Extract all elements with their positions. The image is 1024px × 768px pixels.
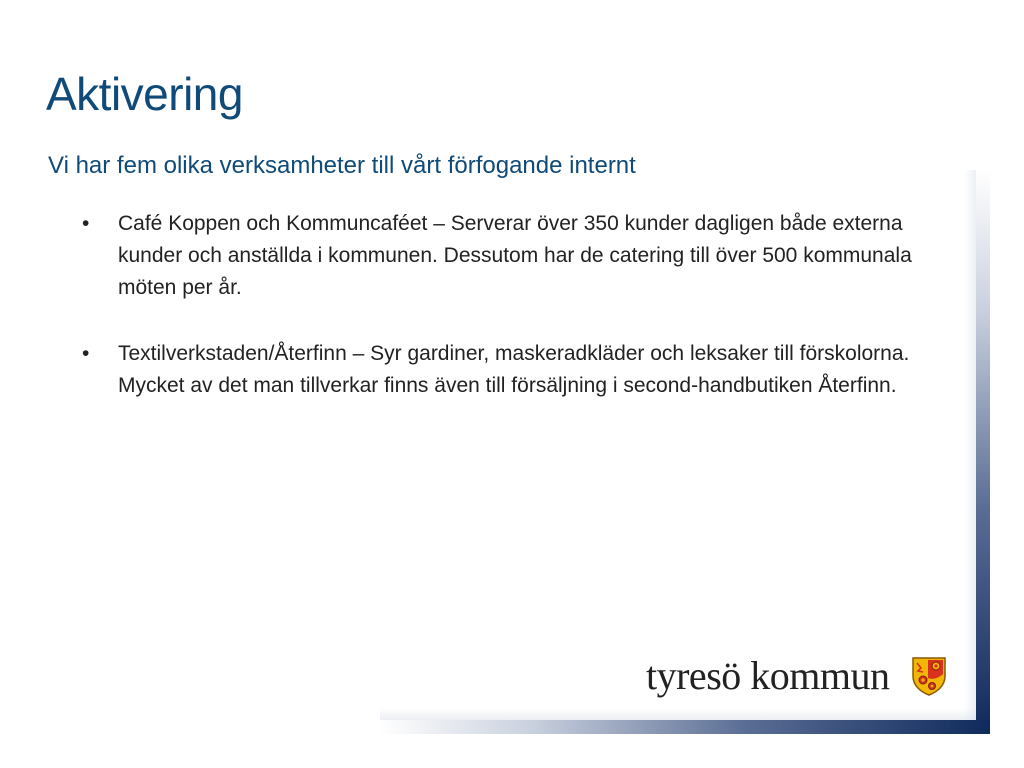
bullet-list — [80, 208, 920, 436]
slide-subtitle: Vi har fem olika verksamheter till vårt förfogande internt — [48, 152, 636, 179]
bullet-text: Textilverkstaden/Återfinn – Syr gardiner, maskeradkläder och leksaker till förskolorna. Mycket av det man tillverkar finns även till försäljning i second-handbutiken Återfinn. — [118, 342, 910, 397]
frame-bottom-border — [380, 720, 990, 734]
frame-right-border — [976, 170, 990, 734]
bullet-icon: • — [82, 212, 90, 235]
frame-bottom-shade — [380, 708, 976, 720]
bullet-item — [80, 338, 920, 402]
bullet-text: Café Koppen och Kommuncaféet – Serverar över 350 kunder dagligen både externa kunder och anställda i kommunen. Dessutom har de catering till över 500 kommunala möten per år. — [118, 212, 912, 299]
bullet-item — [80, 208, 920, 304]
frame-right-shade — [964, 170, 976, 722]
logo-text: tyresö kommun — [646, 653, 890, 698]
municipal-crest-icon — [911, 656, 947, 696]
tyreso-kommun-logo — [646, 648, 947, 704]
bullet-icon: • — [82, 342, 90, 365]
slide-title: Aktivering — [46, 68, 243, 120]
